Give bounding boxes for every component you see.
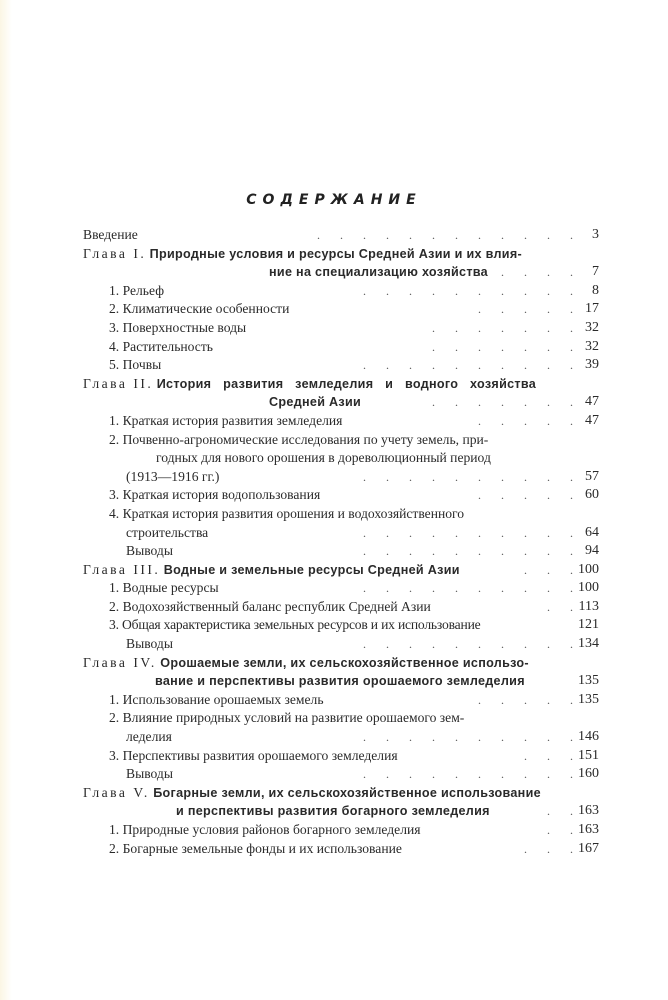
toc-entry — [83, 282, 599, 301]
toc-entry — [83, 579, 599, 598]
toc-entry — [83, 356, 599, 375]
toc-entry — [83, 709, 599, 728]
chapter-title-cont: и перспективы развития богарного земледелия — [176, 804, 490, 819]
page-number: 151 — [578, 747, 599, 763]
entry-text-cont: строительства — [126, 524, 209, 540]
dot-leader: . . . — [524, 562, 573, 577]
chapter-label: Глава II. — [83, 375, 154, 391]
dot-leader: . . . . . — [478, 413, 573, 428]
entry-text-cont: (1913—1916 гг.) — [126, 468, 220, 484]
page-number: 160 — [578, 766, 599, 782]
dot-leader: . . . . . — [478, 692, 573, 707]
page-number: 134 — [578, 636, 599, 652]
dot-leader: . . . . . — [478, 265, 573, 280]
toc-entry — [83, 338, 599, 357]
toc-entry-cont — [83, 524, 599, 543]
dot-leader: . . . . . . . . . . — [363, 767, 573, 782]
dot-leader: . . . . . . . — [432, 320, 573, 335]
page-number: 135 — [578, 691, 599, 707]
entry-text: 1. Использование орошаемых земель — [109, 691, 324, 707]
entry-text: 1. Природные условия районов богарного земледелия — [109, 822, 421, 837]
chapter-label: Глава IV. — [83, 654, 157, 670]
page-number: 163 — [578, 822, 599, 837]
toc-entry — [83, 747, 599, 766]
entry-text: 4. Краткая история развития орошения и водохозяйственного — [109, 505, 465, 521]
chapter-title: История развития земледелия и водного хозяйства — [156, 376, 537, 391]
page-number: 113 — [578, 598, 599, 614]
toc-entry — [83, 821, 599, 840]
page-number: 100 — [578, 580, 599, 596]
dot-leader: . . — [547, 599, 573, 614]
page-number: 47 — [585, 394, 599, 410]
chapter-title: Природные условия и ресурсы Средней Азии и их влия- — [149, 246, 522, 261]
entry-text: 3. Общая характеристика земельных ресурсов и их использование — [109, 617, 481, 633]
page-number: 167 — [578, 840, 599, 856]
entry-text: 1. Водные ресурсы — [109, 580, 219, 596]
page-number: 135 — [578, 673, 599, 689]
chapter-title-cont: вание и перспективы развития орошаемого земледелия — [155, 674, 525, 689]
entry-text: 4. Растительность — [109, 338, 213, 354]
toc-chapter-2-cont — [83, 393, 599, 412]
toc-conclusions — [83, 765, 599, 784]
toc-chapter-5 — [83, 784, 599, 803]
toc-chapter-2 — [83, 375, 599, 394]
dot-leader: . . . . . . . . . . — [363, 283, 573, 298]
toc-entry — [83, 412, 599, 431]
dot-leader: . . . . . . . . . . — [363, 637, 573, 652]
table-of-contents — [83, 226, 599, 858]
page-number: 57 — [585, 468, 599, 484]
entry-text: 1. Рельеф — [109, 282, 164, 298]
page-title: СОДЕРЖАНИЕ — [246, 192, 422, 208]
entry-text: 2. Климатические особенности — [109, 301, 290, 317]
dot-leader: . . . . . . . . . . . . — [317, 228, 573, 242]
chapter-title: Богарные земли, их сельскохозяйственное использование — [153, 785, 541, 800]
toc-conclusions — [83, 635, 599, 654]
entry-text: 5. Почвы — [109, 357, 162, 373]
dot-leader: . . — [547, 804, 573, 819]
dot-leader: . . . . . . . . . . — [363, 358, 573, 373]
page-number: 60 — [585, 487, 599, 503]
page-number: 39 — [585, 357, 599, 373]
toc-entry-cont — [83, 728, 599, 747]
entry-text: 1. Краткая история развития земледелия — [109, 412, 343, 428]
page-number: 100 — [578, 561, 599, 577]
entry-text: 3. Поверхностные воды — [109, 319, 247, 335]
dot-leader: . . . . . . . . . . — [363, 730, 573, 745]
toc-entry — [83, 486, 599, 505]
dot-leader: . . . . . . . — [432, 339, 573, 354]
page-number: 3 — [592, 227, 599, 242]
page-edge — [0, 0, 12, 1000]
toc-chapter-1-cont — [83, 263, 599, 282]
toc-entry — [83, 319, 599, 338]
toc-chapter-5-cont — [83, 802, 599, 821]
page-number: 32 — [585, 338, 599, 354]
page-number: 32 — [585, 319, 599, 335]
page-number: 121 — [578, 617, 599, 633]
dot-leader: . . . . . . . . . . — [363, 544, 573, 559]
entry-text: 2. Влияние природных условий на развитие орошаемого зем- — [109, 710, 465, 726]
toc-entry-introduction — [83, 226, 599, 245]
dot-leader: . . — [547, 823, 573, 837]
dot-leader: . . . . . . . . . . — [363, 581, 573, 596]
page-number: 17 — [585, 301, 599, 317]
entry-text: 3. Перспективы развития орошаемого земледелия — [109, 747, 398, 763]
entry-text-cont: годных для нового орошения в дореволюционный период — [156, 450, 491, 466]
entry-text: 3. Краткая история водопользования — [109, 487, 321, 503]
chapter-title: Водные и земельные ресурсы Средней Азии — [163, 562, 460, 577]
toc-chapter-4 — [83, 654, 599, 673]
chapter-title-cont: Средней Азии — [269, 395, 362, 410]
toc-entry — [83, 691, 599, 710]
dot-leader: . . . — [524, 748, 573, 763]
toc-entry — [83, 616, 599, 635]
toc-chapter-1 — [83, 245, 599, 264]
page-number: 146 — [578, 729, 599, 745]
page-number: 94 — [585, 543, 599, 559]
page-number: 47 — [585, 412, 599, 428]
entry-text: Введение — [83, 227, 138, 242]
page-number: 64 — [585, 524, 599, 540]
page-number: 8 — [592, 282, 599, 298]
entry-text-cont: леделия — [126, 729, 172, 745]
dot-leader: . . . — [524, 841, 573, 856]
toc-entry — [83, 840, 599, 859]
toc-entry — [83, 300, 599, 319]
dot-leader: . . . . . . . . . . — [363, 525, 573, 540]
dot-leader: . . . . . . . — [432, 395, 573, 410]
entry-text: 2. Почвенно-агрономические исследования по учету земель, при- — [109, 431, 489, 447]
chapter-label: Глава I. — [83, 245, 147, 261]
toc-entry-cont — [83, 468, 599, 487]
toc-chapter-4-cont — [83, 672, 599, 691]
dot-leader: . . . . . . . . . . — [363, 469, 573, 484]
toc-chapter-3 — [83, 561, 599, 580]
chapter-label: Глава V. — [83, 784, 150, 800]
toc-entry — [83, 431, 599, 450]
toc-entry-cont — [83, 449, 599, 468]
chapter-title: Орошаемые земли, их сельскохозяйственное использо- — [160, 655, 529, 670]
entry-text: Выводы — [126, 766, 173, 782]
dot-leader: . . . . . — [478, 302, 573, 317]
chapter-title-cont: ние на специализацию хозяйства — [269, 265, 488, 280]
page-number: 163 — [578, 803, 599, 819]
dot-leader: . . . . . — [478, 488, 573, 503]
chapter-label: Глава III. — [83, 561, 161, 577]
page-number: 7 — [592, 264, 599, 280]
toc-entry — [83, 598, 599, 617]
entry-text: Выводы — [126, 543, 173, 559]
toc-conclusions — [83, 542, 599, 561]
entry-text: 2. Богарные земельные фонды и их использование — [109, 840, 402, 856]
toc-entry — [83, 505, 599, 524]
entry-text: 2. Водохозяйственный баланс республик Средней Азии — [109, 598, 431, 614]
entry-text: Выводы — [126, 636, 173, 652]
